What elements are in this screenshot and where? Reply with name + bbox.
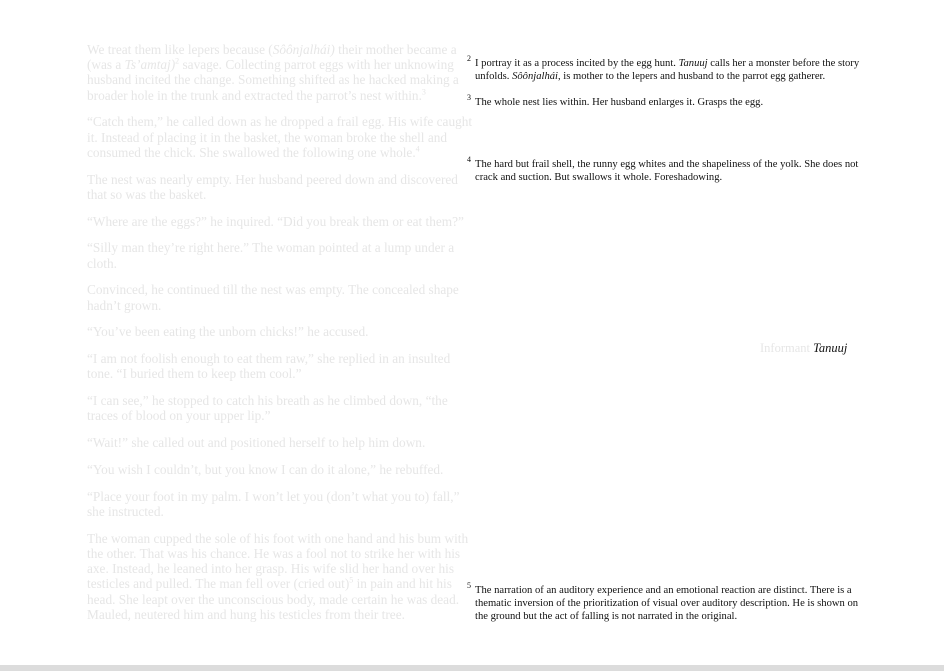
story-paragraph-6: Convinced, he continued till the nest was empty. The concealed shape hadn’t grown. bbox=[87, 282, 459, 313]
footnote-3: $^3$ The whole nest lies within. Her husband enlarges it. Grasps the egg. bbox=[467, 93, 764, 108]
story-paragraph-13: The woman cupped the sole of his foot with one hand and his bum with the other. That was his chance. He was a fool not to strike her with his axe. Instead, he leaned into her grasp. His wife slid her hand over his testicles and pulled. The man fell over (cried out)$^5$ in pain and hit his head. She leapt over the unconscious body, made certain he was dead. Mauled, neutered him and hung his testicles from their tree. bbox=[87, 530, 469, 622]
story-paragraph-3: The nest was nearly empty. Her husband peered down and discovered that so was the basket. bbox=[87, 171, 458, 202]
story-paragraph-9: “I can see,” he stopped to catch his breath as he climbed down, “the traces of blood on your upper lip.” bbox=[87, 393, 448, 424]
footnote-5: $^5$ The narration of an auditory experience and an emotional reaction are distinct. There is a thematic inversion of the prioritization of visual over auditory description. He is shown on the ground but the act of falling is not narrated in the original. bbox=[467, 581, 859, 623]
story-paragraph-8: “I am not foolish enough to eat them raw,” she replied in an insulted tone. “I buried them to keep them cool.” bbox=[87, 351, 451, 382]
informant-credit bbox=[760, 341, 847, 356]
informant-label: Informant bbox=[760, 341, 810, 355]
story-paragraph-2: “Catch them,” he called down as he dropped a frail egg. His wife caught it. Instead of placing it in the basket, the woman broke the shell and consumed the chick. She swallowed the following one whole.$^4$ bbox=[87, 114, 473, 160]
footnote-4: $^4$ The hard but frail shell, the runny egg whites and the shapeliness of the yolk. She does not crack and suction. But swallows it whole. Foreshadowing. bbox=[467, 155, 859, 184]
footnote-ref-3[interactable]: 3 bbox=[421, 87, 426, 97]
story-paragraph-1: We treat them like lepers because (Sôônjalhái) their mother became a (was a Ts’amtaj)$^2$ savage. Collecting parrot eggs with her unknowing husband incited the change. Something shifted as he hacked making a broader hole in the trunk and extracted the parrot’s nest within.$^3$ bbox=[87, 42, 459, 103]
term-soonjalhai: Sôônjalhái) bbox=[272, 42, 335, 57]
story-paragraph-12: “Place your foot in my palm. I won’t let you (don’t what you to) fall,” she instructed. bbox=[87, 488, 460, 519]
story-paragraph-5: “Silly man they’re right here.” The woman pointed at a lump under a cloth. bbox=[87, 240, 455, 271]
footnote-ref-4[interactable]: 4 bbox=[415, 144, 420, 154]
story-text bbox=[87, 42, 479, 634]
story-paragraph-10: “Wait!” she called out and positioned herself to help him down. bbox=[87, 435, 426, 451]
footnote-ref-5[interactable]: 5 bbox=[349, 575, 354, 585]
story-paragraph-7: “You’ve been eating the unborn chicks!” he accused. bbox=[87, 324, 369, 340]
story-paragraph-4: “Where are the eggs?” he inquired. “Did you break them or eat them?” bbox=[87, 213, 464, 229]
story-paragraph-11: “You wish I couldn’t, but you know I can do it alone,” he rebuffed. bbox=[87, 462, 444, 477]
term-tsamtaj: Ts’amtaj) bbox=[124, 57, 176, 73]
informant-name: Tanuuj bbox=[813, 341, 848, 355]
bottom-scroll-edge bbox=[0, 665, 944, 671]
footnote-2: $^2$ I portray it as a process incited by the egg hunt. Tanuuj calls her a monster before the story unfolds. Sôônjalhái, is mother to the lepers and husband to the parrot egg gatherer. bbox=[467, 54, 860, 83]
footnote-ref-2[interactable]: 2 bbox=[175, 56, 180, 66]
